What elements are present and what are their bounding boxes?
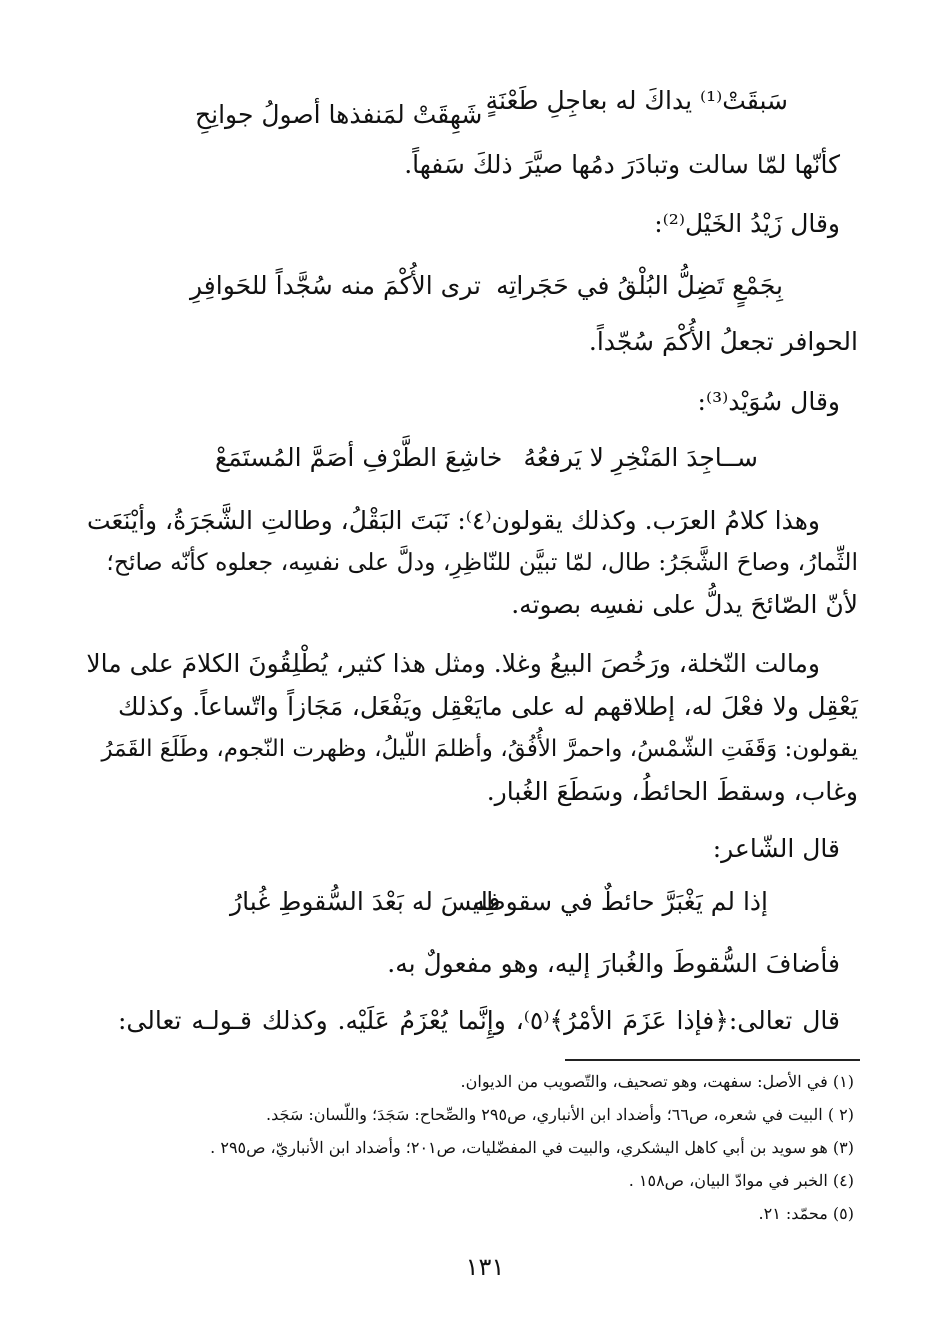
footnote-2: (٢ ) البيت في شعره، ص٦٦؛ وأضداد ابن الأنباري، ص٢٩٥ والصِّحاح: سَجَدَ؛ واللّسان: سَجَد. (266, 1105, 854, 1124)
page-number: ١٣١ (465, 1253, 505, 1281)
footnote-4: (٤) الخبر في موادّ البيان، ص١٥٨ . (628, 1171, 854, 1190)
footnote-1: (١) في الأصل: سفهت، وهو تصحيف، والتّصويب من الديوان. (460, 1072, 854, 1091)
footnote-separator (565, 1059, 860, 1061)
paragraph-2-line-4: وغاب، وسقطَ الحائطُ، وسَطَعَ الغُبار. (486, 777, 858, 806)
verse-4-second-hemistich: فليسَ له بَعْدَ السُّقوطِ غُبارُ (230, 887, 501, 916)
text-line: قال الشّاعر: (712, 834, 840, 863)
paragraph-1-line-1: وهذا كلامُ العرَب. وكذلك يقولون⁽٤⁾: نَبَتَ البَقْلُ، وطالتِ الشَّجَرَةُ، وأيْنَعَت (86, 506, 820, 535)
paragraph-1-line-2: الثِّمارُ، وصاحَ الشَّجَرُ: طال، لمّا تبيَّن للنّاظِرِ، ودلَّ على نفسِه، جعلوه كأنّه صائح؛ (106, 548, 858, 576)
verse-1-first-hemistich: سَبقَتْ⁽¹⁾ يداكَ له بعاجِلِ طَعْنَةٍ (485, 86, 788, 115)
footnote-3: (٣) هو سويد بن أبي كاهل اليشكري، والبيت في المفضّليات، ص٢٠١؛ وأضداد ابن الأنباريّ، ص٢٩٥ . (210, 1138, 854, 1157)
verse-3-second-hemistich: خاشِعَ الطَّرْفِ أصَمَّ المُستَمَعْ (215, 443, 503, 472)
footnote-5: (٥) محمّد: ٢١. (758, 1204, 854, 1223)
text-line: قال تعالى:﴿فإذا عَزَمَ الأمْرُ﴾⁽٥⁾، وإِنَّما يُعْزَمُ عَلَيْه. وكذلك قـولـه تعالى: (118, 1006, 840, 1035)
text-line: فأضافَ السُّقوطَ والغُبارَ إليه، وهو مفعولٌ به. (387, 949, 840, 978)
paragraph-2-line-3: يقولون: وَقَفَتِ الشّمْسُ، واحمرَّ الأُفُقُ، وأظلمَ اللّيلُ، وظهرت النّجوم، وطَلَعَ القَمَرُ (101, 736, 858, 762)
verse-1-second-hemistich: شَهِقَتْ لمَنفذها أصولُ جوانِحِ (195, 100, 483, 129)
verse-2-first-hemistich: بِجَمْعٍ تَضِلُّ البُلْقُ في حَجَراتِه (496, 271, 783, 300)
text-line: كأنّها لمّا سالت وتبادَرَ دمُها صيَّرَ ذلكَ سَفهاً. (404, 150, 840, 179)
paragraph-2-line-2: يَعْقِل ولا فعْلَ له، إطلاقهم له على مايَعْقِل ويَفْعَل، مَجَازاً واتّساعاً. وكذلك (118, 692, 858, 721)
text-line: الحوافر تجعلُ الأُكْمَ سُجّداً. (588, 327, 858, 356)
verse-3-first-hemistich: ســاجِدَ المَنْخِرِ لا يَرفعُهُ (523, 443, 758, 472)
paragraph-2-line-1: ومالت النّخلة، ورَخُصَ البيعُ وغلا. ومثل هذا كثير، يُطْلِقُونَ الكلامَ على مالا (86, 649, 820, 678)
paragraph-1-line-3: لأنّ الصّائحَ يدلُّ على نفسِه بصوته. (511, 590, 858, 619)
text-line: وقال زَيْدُ الخَيْل⁽²⁾: (654, 209, 840, 238)
text-line: وقال سُوَيْد⁽³⁾: (697, 387, 840, 416)
verse-2-second-hemistich: ترى الأُكْمَ منه سُجَّداً للحَوافِرِ (190, 271, 481, 300)
verse-4-first-hemistich: إذا لم يَغْبَرَّ حائطٌ في سقوطِه (472, 887, 768, 916)
